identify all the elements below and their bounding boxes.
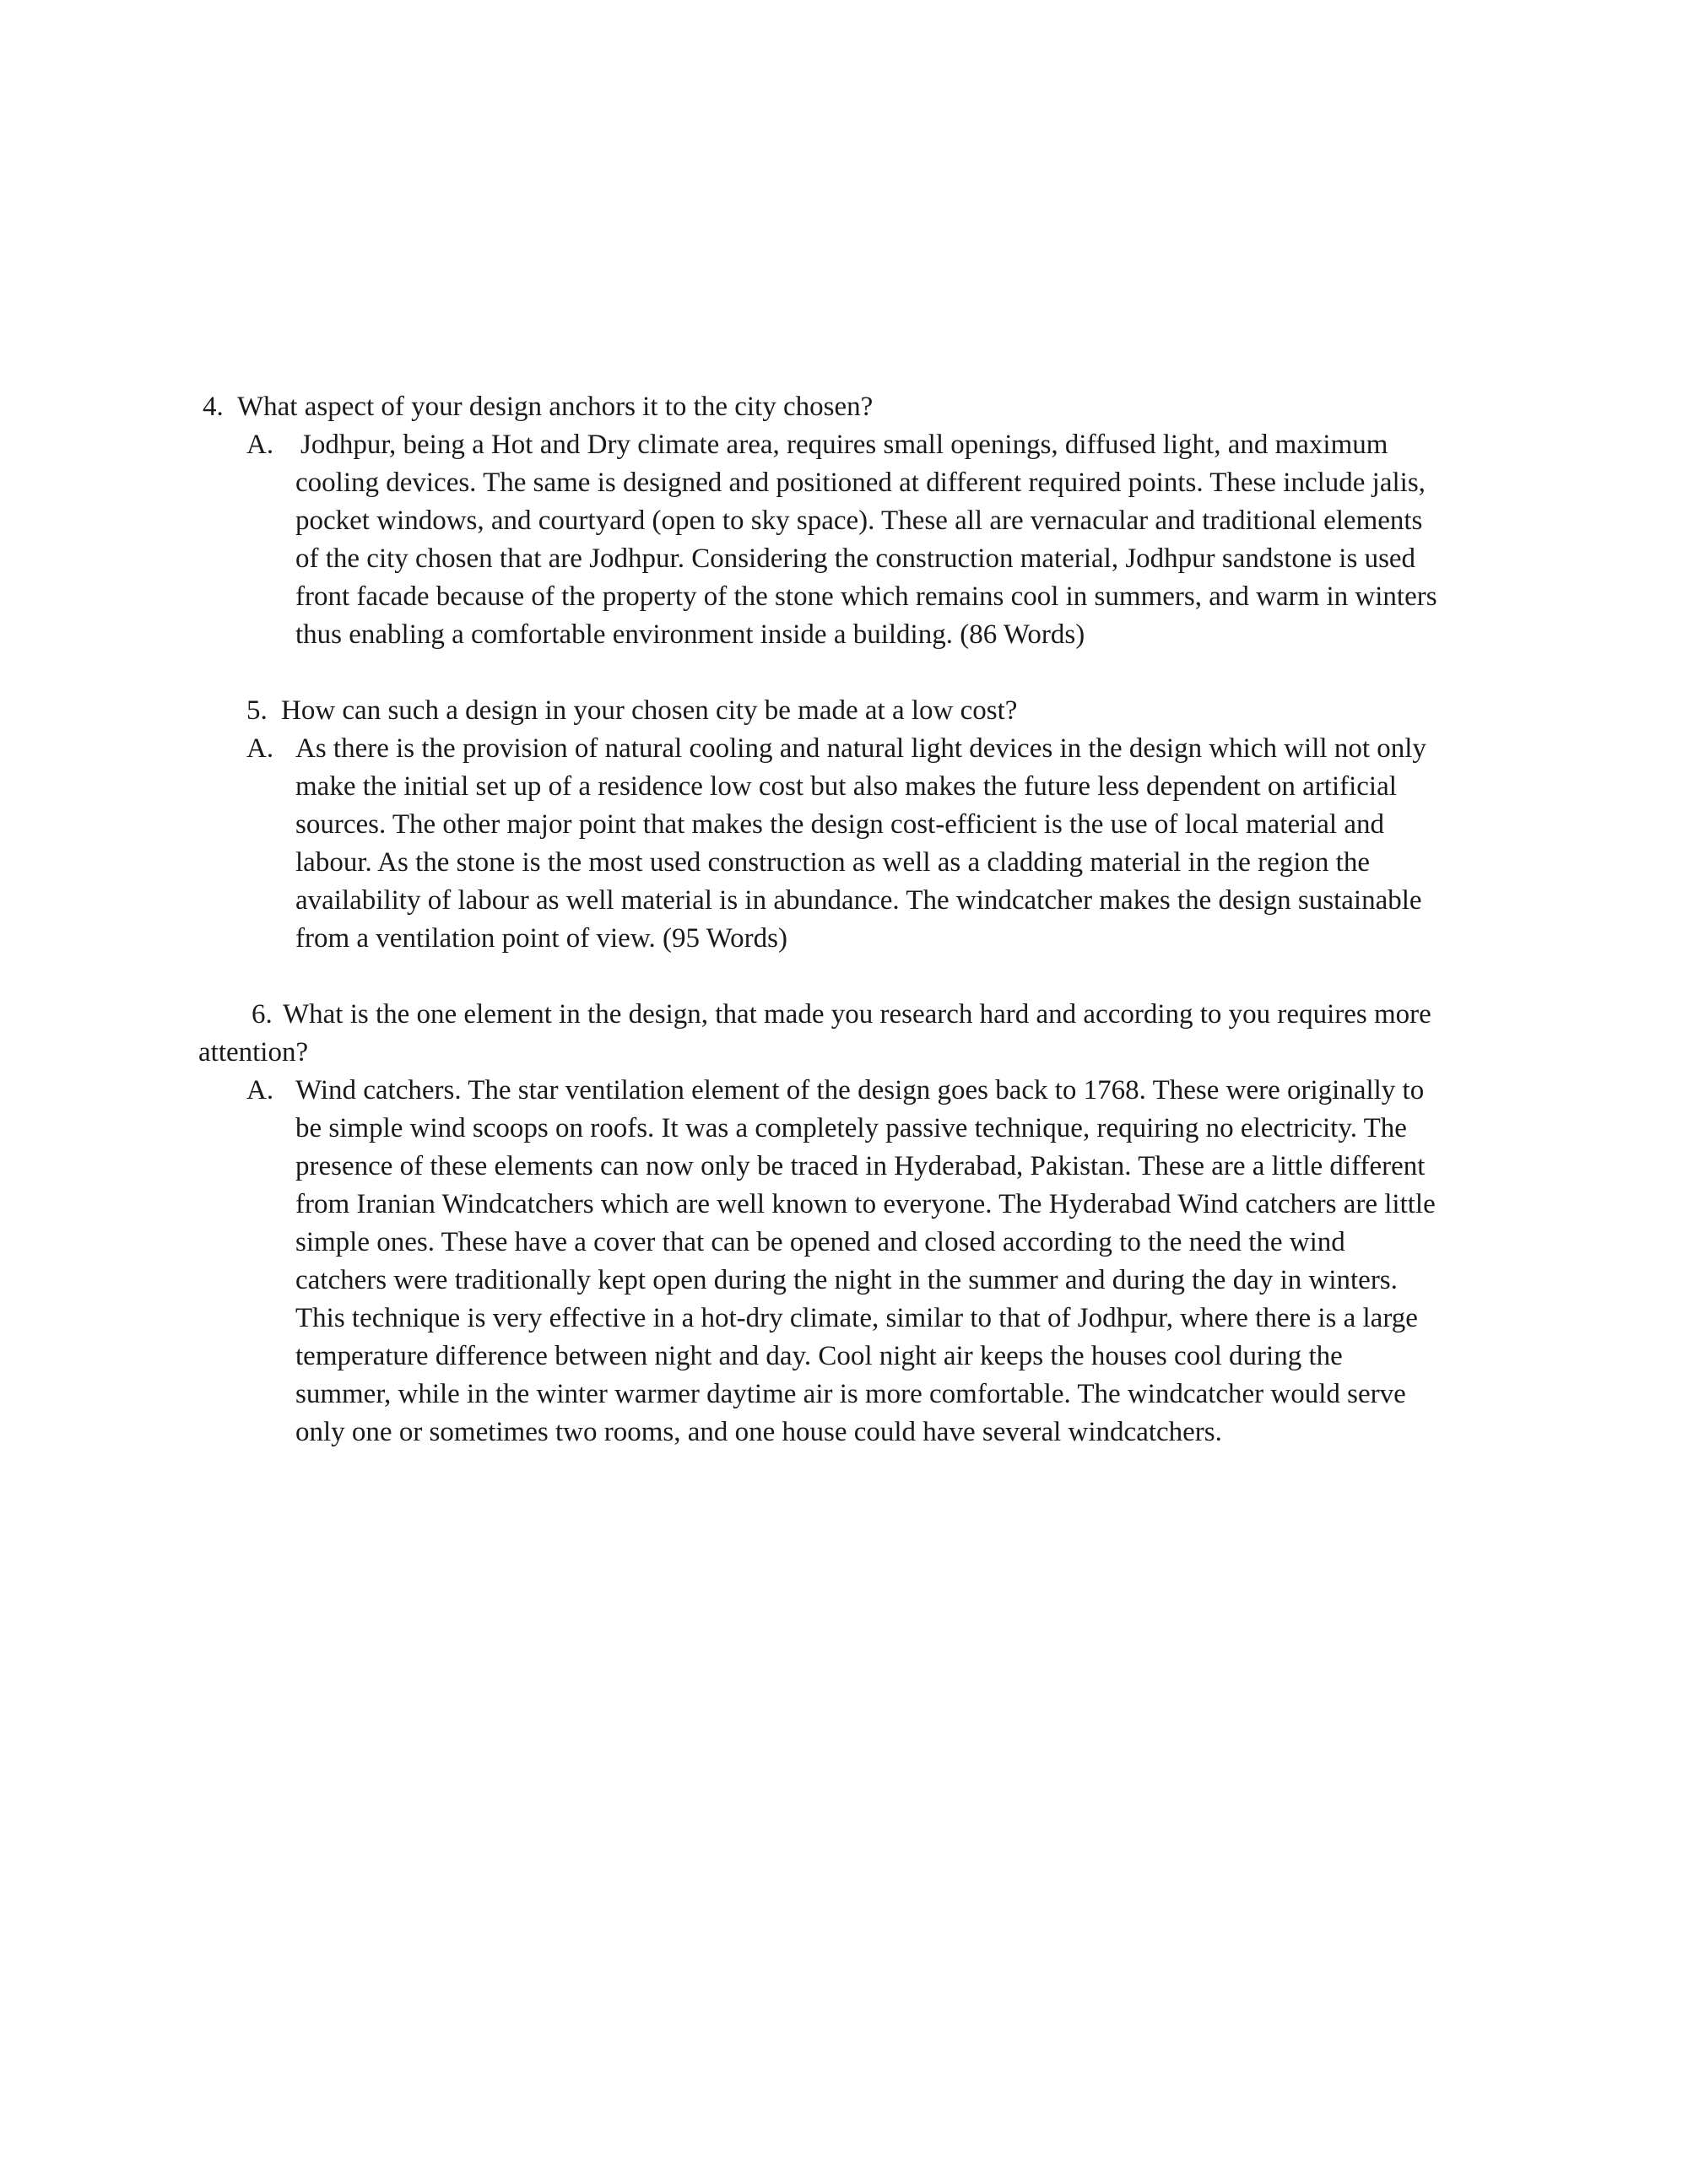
answer-line: temperature difference between night and day. Cool night air keeps the houses cool during the — [295, 1341, 1343, 1371]
question-5-text: How can such a design in your chosen city be made at a low cost? — [281, 695, 1018, 726]
answer-line: presence of these elements can now only be traced in Hyderabad, Pakistan. These are a little different — [295, 1151, 1426, 1181]
answer-line: simple ones. These have a cover that can be opened and closed according to the need the wind — [295, 1227, 1345, 1257]
answer-line: thus enabling a comfortable environment inside a building. (86 Words) — [295, 619, 1085, 650]
question-6-text-line-2: attention? — [198, 1037, 309, 1068]
answer-line: make the initial set up of a residence low cost but also makes the future less dependent on artificial — [295, 771, 1397, 802]
answer-line: As there is the provision of natural cooling and natural light devices in the design which will not only — [295, 733, 1426, 764]
answer-line: availability of labour as well material is in abundance. The windcatcher makes the design sustainable — [295, 885, 1422, 916]
answer-line: of the city chosen that are Jodhpur. Considering the construction material, Jodhpur sandstone is used — [295, 543, 1416, 574]
question-6 — [252, 996, 1431, 1034]
answer-4-text — [295, 426, 1437, 654]
question-6-continuation — [198, 1034, 308, 1072]
answer-line: Jodhpur, being a Hot and Dry climate area, requires small openings, diffused light, and maximum — [300, 430, 1388, 460]
question-5 — [246, 692, 1017, 730]
question-6-number: 6. — [252, 999, 273, 1030]
answer-line: be simple wind scoops on roofs. It was a completely passive technique, requiring no electricity. The — [295, 1113, 1407, 1143]
answer-line: sources. The other major point that makes the design cost-efficient is the use of local material and — [295, 809, 1384, 840]
answer-5-marker: A. — [246, 733, 274, 764]
answer-line: from a ventilation point of view. (95 Words) — [295, 923, 787, 954]
question-4-text: What aspect of your design anchors it to the city chosen? — [237, 392, 874, 422]
question-6-text-line-1: What is the one element in the design, that made you research hard and according to you requires more — [283, 999, 1431, 1030]
answer-line: catchers were traditionally kept open during the night in the summer and during the day in winters. — [295, 1265, 1398, 1295]
answer-4-marker: A. — [246, 430, 274, 460]
question-4 — [203, 388, 873, 426]
answer-line: summer, while in the winter warmer daytime air is more comfortable. The windcatcher would serve — [295, 1379, 1406, 1409]
answer-6-text — [295, 1072, 1436, 1451]
answer-line: cooling devices. The same is designed and positioned at different required points. These include jalis, — [295, 468, 1426, 498]
answer-line: pocket windows, and courtyard (open to sky space). These all are vernacular and traditional elements — [295, 505, 1423, 536]
answer-line: from Iranian Windcatchers which are well known to everyone. The Hyderabad Wind catchers are little — [295, 1189, 1436, 1219]
answer-line: front facade because of the property of the stone which remains cool in summers, and warm in winters — [295, 581, 1437, 612]
question-4-number: 4. — [203, 392, 224, 422]
answer-line: Wind catchers. The star ventilation element of the design goes back to 1768. These were originally to — [295, 1075, 1425, 1106]
answer-6-marker: A. — [246, 1075, 274, 1106]
question-5-number: 5. — [246, 695, 268, 726]
answer-line: labour. As the stone is the most used construction as well as a cladding material in the region the — [295, 847, 1370, 878]
answer-5-text — [295, 730, 1426, 958]
answer-line: This technique is very effective in a hot-dry climate, similar to that of Jodhpur, where there is a large — [295, 1303, 1418, 1333]
answer-line: only one or sometimes two rooms, and one house could have several windcatchers. — [295, 1417, 1222, 1447]
